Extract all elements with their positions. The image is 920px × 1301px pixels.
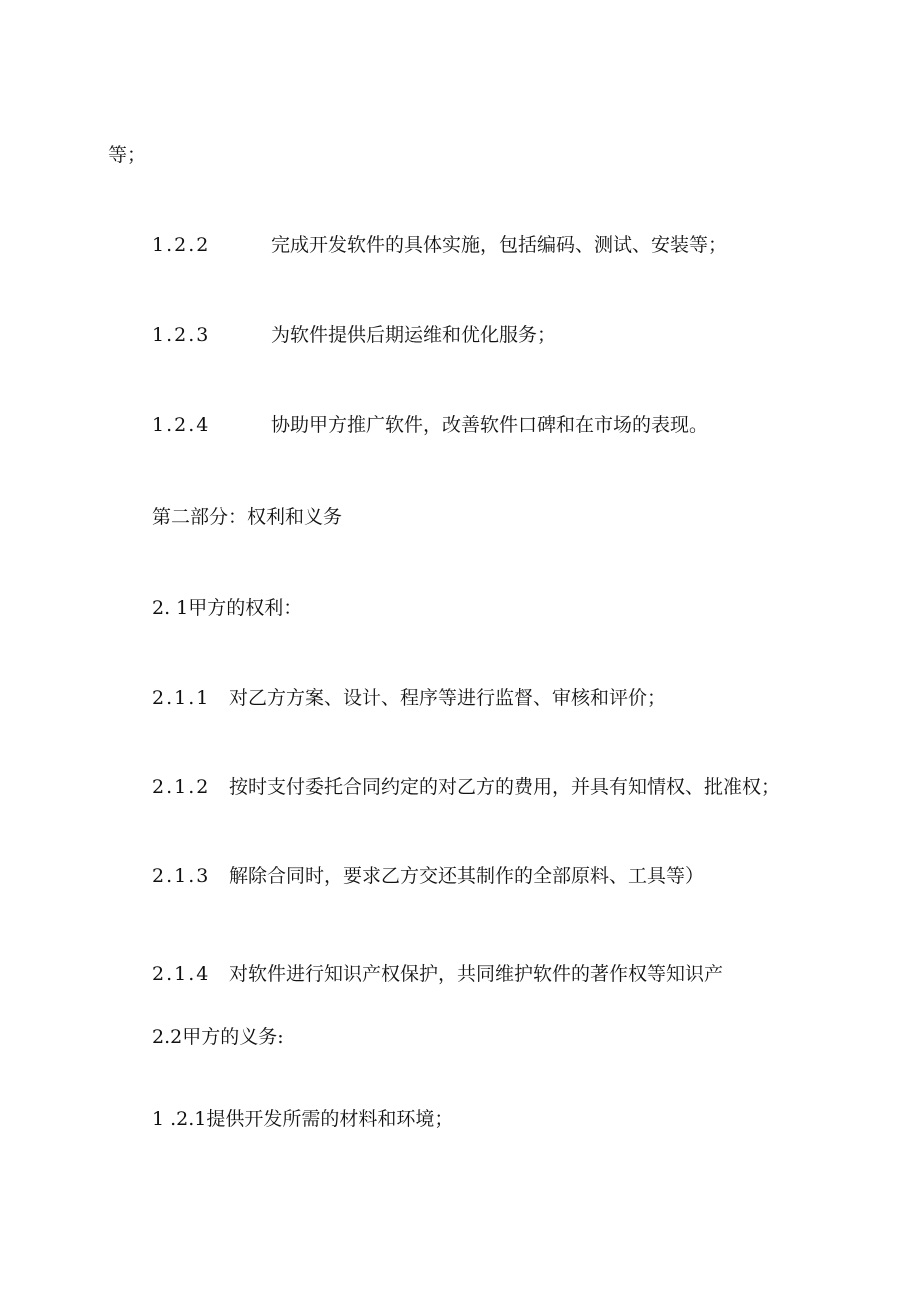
item-text: 为软件提供后期运维和优化服务； [271, 324, 557, 346]
item-number: 1.2.2 [152, 234, 211, 256]
item-text: 按时支付委托合同约定的对乙方的费用，并具有知情权、批准权； [229, 776, 781, 798]
item-number: 1.2.3 [152, 324, 211, 346]
part-two-heading: 第二部分：权利和义务 [152, 506, 343, 528]
item-number: 1.2.4 [152, 414, 211, 436]
item-2-2-1: 1 .2.1提供开发所需的材料和环境； [152, 1108, 454, 1130]
continuation-text: 等； [108, 144, 147, 166]
section-2-1-heading: 2. 1甲方的权利： [152, 597, 303, 619]
item-text: 对乙方方案、设计、程序等进行监督、审核和评价； [229, 687, 667, 709]
item-text: 完成开发软件的具体实施，包括编码、测试、安装等； [271, 234, 728, 256]
item-text: 对软件进行知识产权保护，共同维护软件的著作权等知识产 [229, 963, 724, 985]
item-number: 2.1.4 [152, 963, 211, 985]
item-text: 协助甲方推广软件，改善软件口碑和在市场的表现。 [271, 414, 709, 436]
item-number: 2.1.1 [152, 687, 211, 709]
item-text: 解除合同时，要求乙方交还其制作的全部原料、工具等） [229, 865, 705, 887]
item-number: 2.1.2 [152, 776, 211, 798]
item-number: 2.1.3 [152, 865, 211, 887]
section-2-2-heading: 2.2甲方的义务: [152, 1026, 284, 1048]
